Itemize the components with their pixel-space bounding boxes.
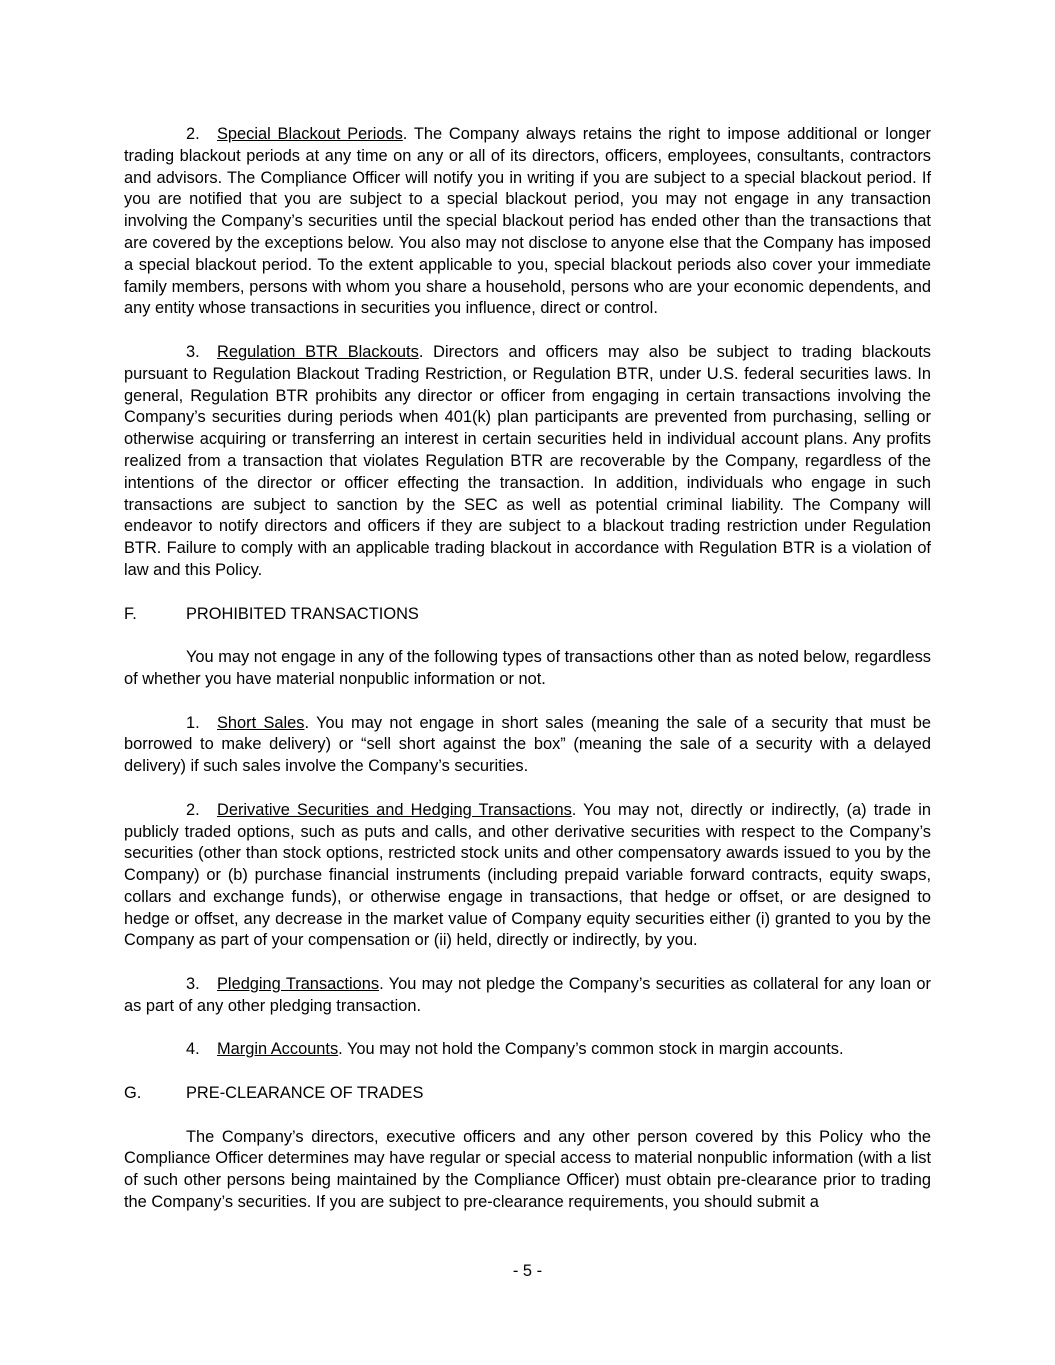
paragraph-short-sales [124, 713, 931, 778]
paragraph-text: . The Company always retains the right to impose additional or longer trading blackout periods at any time on any or all of its directors, officers, employees, consultants, contractors and advisors. The Compliance Officer will notify you in writing if you are subject to a special blackout period. If you are notified that you are subject to a special blackout period, you may not engage in any transaction involving the Company’s securities until the special blackout period has ended other than the transactions that are covered by the exceptions below. You also may not disclose to anyone else that the Company has imposed a special blackout period. To the extent applicable to you, special blackout periods also cover your immediate family members, persons with whom you share a household, persons who are your economic dependents, and any entity whose transactions in securities you influence, direct or control. [124, 125, 931, 318]
section-heading-prohibited-transactions [124, 604, 931, 626]
section-heading-pre-clearance [124, 1083, 931, 1105]
paragraph-number: 2. [186, 125, 200, 143]
paragraph-number: 4. [186, 1040, 200, 1059]
paragraph-title: Short Sales [217, 713, 305, 732]
paragraph-number: 3. [186, 342, 200, 361]
paragraph-number: 1. [186, 713, 200, 732]
paragraph-title: Derivative Securities and Hedging Transactions [217, 800, 572, 819]
paragraph-title: Special Blackout Periods [217, 125, 403, 143]
paragraph-title: Pledging Transactions [217, 975, 380, 994]
paragraph-text: . You may not pledge the Company’s securities as collateral for any loan or as part of any other pledging transaction. [124, 975, 931, 1015]
section-title: PROHIBITED TRANSACTIONS [186, 604, 419, 623]
section-title: PRE-CLEARANCE OF TRADES [186, 1084, 424, 1103]
paragraph-number: 3. [186, 975, 200, 994]
paragraph-pledging-transactions [124, 974, 931, 1018]
section-intro-prohibited-transactions: You may not engage in any of the following types of transactions other than as noted below, regardless of whether you have material nonpublic information or not. [124, 648, 931, 688]
paragraph-title: Margin Accounts [217, 1040, 339, 1059]
document-page [124, 124, 931, 1236]
paragraph-text: . You may not engage in short sales (meaning the sale of a security that must be borrowed to make delivery) or “sell short against the box” (meaning the sale of a security with a delayed delivery) if such sales involve the Company’s securities. [124, 713, 931, 776]
paragraph-derivative-securities [124, 800, 931, 953]
section-letter: G. [124, 1084, 142, 1103]
paragraph-margin-accounts [124, 1039, 931, 1061]
paragraph-title: Regulation BTR Blackouts [217, 342, 419, 361]
paragraph-text: . You may not, directly or indirectly, (a) trade in publicly traded options, such as puts and calls, and other derivative securities with respect to the Company’s securities (other than stock options, restricted stock units and other compensatory awards issued to you by the Company) or (b) purchase financial instruments (including prepaid variable forward contracts, equity swaps, collars and exchange funds), or otherwise engage in transactions, that hedge or offset, or are designed to hedge or offset, any decrease in the market value of Company equity securities either (i) granted to you by the Company as part of your compensation or (ii) held, directly or indirectly, by you. [124, 800, 931, 950]
paragraph-number: 2. [186, 800, 200, 819]
paragraph-regulation-btr-blackouts [124, 342, 931, 582]
section-intro-pre-clearance: The Company’s directors, executive officers and any other person covered by this Policy who the Compliance Officer determines may have regular or special access to material nonpublic information (with a list of such other persons being maintained by the Compliance Officer) must obtain pre-clearance prior to trading the Company’s securities. If you are subject to pre-clearance requirements, you should submit a [124, 1127, 931, 1212]
paragraph-text: . Directors and officers may also be subject to trading blackouts pursuant to Regulation Blackout Trading Restriction, or Regulation BTR, under U.S. federal securities laws. In general, Regulation BTR prohibits any director or officer from engaging in certain transactions involving the Company’s securities during periods when 401(k) plan participants are prevented from purchasing, selling or otherwise acquiring or transferring an interest in certain securities held in individual account plans. Any profits realized from a transaction that violates Regulation BTR are recoverable by the Company, regardless of the intentions of the director or officer effecting the transaction. In addition, individuals who engage in such transactions are subject to sanction by the SEC as well as potential criminal liability. The Company will endeavor to notify directors and officers if they are subject to a blackout trading restriction under Regulation BTR. Failure to comply with an applicable trading blackout in accordance with Regulation BTR is a violation of law and this Policy. [124, 342, 931, 579]
section-letter: F. [124, 604, 137, 623]
paragraph-special-blackout-periods [124, 124, 931, 320]
page-number: - 5 - [512, 1262, 543, 1280]
paragraph-text: . You may not hold the Company’s common stock in margin accounts. [338, 1040, 844, 1059]
